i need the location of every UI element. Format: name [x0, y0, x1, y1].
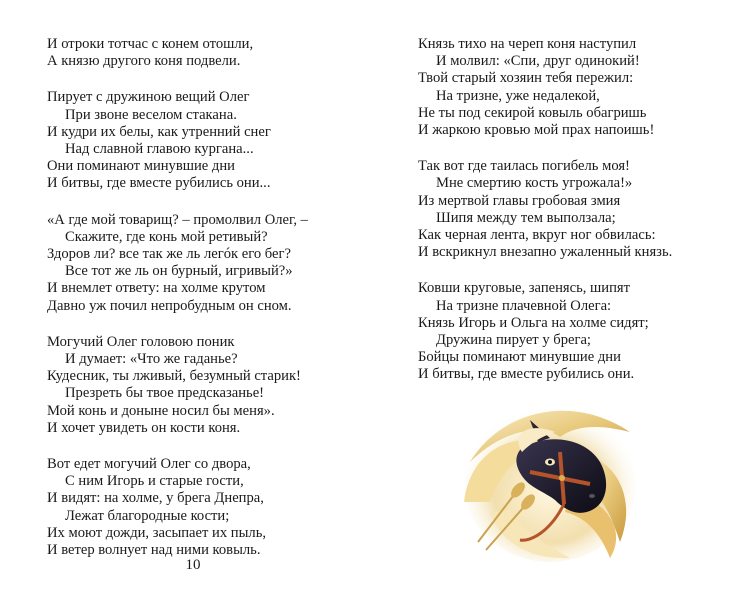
poem-line: И ветер волнует над ними ковыль.: [47, 542, 261, 559]
left-poem-column: [47, 36, 357, 578]
left-stanza: [47, 456, 357, 559]
poem-line: И молвил: «Спи, друг одинокий!: [436, 53, 640, 70]
right-stanza: [418, 158, 738, 261]
poem-line: Дружина пирует у брега;: [436, 332, 591, 349]
poem-line: Шипя между тем выползала;: [436, 209, 616, 226]
poem-line: И хочет увидеть он кости коня.: [47, 419, 241, 436]
poem-line: Из мертвой главы гробовая змия: [418, 192, 621, 209]
poem-line: А князю другого коня подвели.: [47, 53, 241, 70]
poem-line: С ним Игорь и старые гости,: [65, 473, 244, 490]
poem-line: И жаркою кровью мой прах напоишь!: [418, 122, 655, 139]
poem-line: На тризне плачевной Олега:: [436, 297, 612, 314]
page-number: 10: [185, 557, 201, 573]
poem-line: И думает: «Что же гаданье?: [65, 351, 238, 368]
poem-line: И битвы, где вместе рубились они...: [47, 175, 271, 192]
left-stanza: [47, 212, 357, 315]
poem-line: Над славной главою кургана...: [65, 141, 254, 158]
poem-line: И отроки тотчас с конем отошли,: [47, 36, 254, 52]
poem-line: Кудесник, ты лживый, безумный старик!: [47, 368, 301, 385]
poem-line: Давно уж почил непробудным он сном.: [47, 297, 292, 314]
left-stanza: [47, 89, 357, 192]
poem-line: При звоне веселом стакана.: [65, 106, 237, 123]
poem-line: Князь Игорь и Ольга на холме сидят;: [418, 314, 649, 331]
poem-line: Их моют дожди, засыпает их пыль,: [47, 524, 266, 541]
poem-line: Вот едет могучий Олег со двора,: [47, 456, 251, 473]
poem-line: И битвы, где вместе рубились они.: [418, 366, 635, 383]
poem-line: Мой конь и доныне носил бы меня».: [47, 402, 275, 419]
horse-head-icon: [460, 392, 636, 564]
poem-line: Они поминают минувшие дни: [47, 158, 235, 175]
left-stanza: [47, 334, 357, 437]
poem-line: Так вот где таилась погибель моя!: [418, 158, 630, 175]
poem-line: И вскрикнул внезапно ужаленный князь.: [418, 244, 673, 261]
poem-line: Князь тихо на череп коня наступил: [418, 36, 637, 52]
poem-line: И внемлет ответу: на холме крутом: [47, 280, 266, 297]
left-stanza: [47, 36, 357, 70]
poem-line: Презреть бы твое предсказанье!: [65, 385, 265, 402]
poem-line: Твой старый хозяин тебя пережил:: [418, 70, 634, 87]
right-poem-column: [418, 36, 738, 403]
poem-line: Здоров ли? все так же ль легóк его бег?: [47, 246, 291, 263]
poem-line: Лежат благородные кости;: [65, 507, 230, 524]
poem-line: Как черная лента, вкруг ног обвилась:: [418, 227, 656, 244]
right-stanza: [418, 280, 738, 383]
poem-line: Могучий Олег головою поник: [47, 333, 235, 350]
poem-line: На тризне, уже недалекой,: [436, 87, 600, 104]
poem-line: Все тот же ль он бурный, игривый?»: [65, 263, 293, 280]
poem-line: И кудри их белы, как утренний снег: [47, 123, 271, 140]
poem-line: Бойцы поминают минувшие дни: [418, 349, 621, 366]
poem-line: Ковши круговые, запенясь, шипят: [418, 280, 631, 297]
poem-line: Пирует с дружиною вещий Олег: [47, 89, 250, 106]
poem-line: «А где мой товарищ? – промолвил Олег, –: [47, 211, 308, 228]
poem-line: И видят: на холме, у брега Днепра,: [47, 490, 264, 507]
poem-line: Скажите, где конь мой ретивый?: [65, 228, 268, 245]
poem-line: Не ты под секирой ковыль обагришь: [418, 104, 647, 121]
poem-line: Мне смертию кость угрожала!»: [436, 175, 633, 192]
right-stanza: [418, 36, 738, 139]
